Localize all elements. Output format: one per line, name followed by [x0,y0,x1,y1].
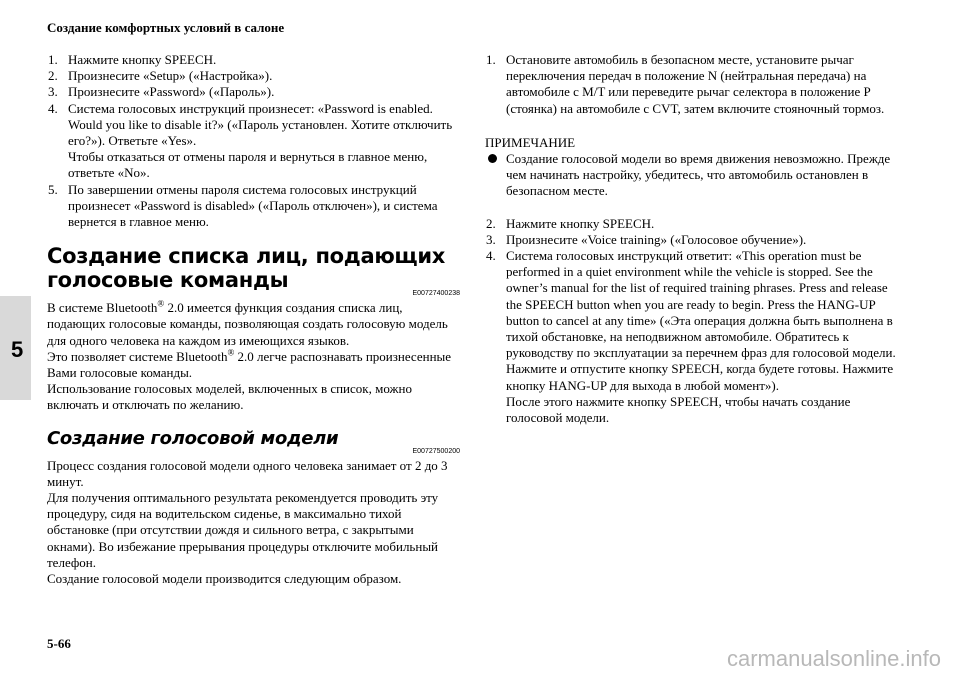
bullet-icon [488,154,497,163]
list-item [47,84,460,100]
step-number: 2. [48,68,58,84]
running-header: Создание комфортных условий в салоне [47,20,285,35]
subsection-heading: Создание голосовой модели [47,427,339,449]
step-number: 1. [48,52,58,67]
step-text: Система голосовых инструкций произнесет: «Password is enabled. Would you like to disable it?» («Пароль установлен. Хотите отключить его?»). Ответьте «Yes». [68,100,453,149]
subsection-paragraph: Для получения оптимального результата рекомендуется проводить эту процедуру, сидя на водительском сиденье, в максимально тихой обстановке (при отсутствии дождя и сильного ветра, с закрытыми окнами). Во избежание прерывания процедуры отключите мобильный телефон. [47,490,439,570]
list-item [485,216,897,232]
step-text: Произнесите «Setup» («Настройка»). [68,68,273,84]
subsection-code: E00727500200 [412,447,460,455]
list-item [485,52,897,117]
step-text: Произнесите «Password» («Пароль»). [68,84,275,100]
section-heading: Создание списка лиц, подающих голосовые команды [47,244,446,293]
chapter-tab-number: 5 [11,337,24,362]
step-text: Произнесите «Voice training» («Голосовое обучение»). [506,231,807,247]
section-paragraph: В системе Bluetooth® 2.0 имеется функция создания списка лиц, подающих голосовые команды, позволяющая создать голосовую модель для одного человека на каждом из имеющихся языков. [47,298,448,348]
step-text: Остановите автомобиль в безопасном месте, установите рычаг переключения передач в положение N (нейтральная передача) на автомобиле с M/T или переведите рычаг селектора в положение P (стоянка) на автомобиле с CVT, затем включите стояночный тормоз. [506,52,885,116]
note-heading: ПРИМЕЧАНИЕ [485,134,576,150]
subsection-paragraph: Создание голосовой модели производится следующим образом. [47,571,402,587]
step-number: 1. [486,52,496,67]
section-paragraph: Это позволяет системе Bluetooth® 2.0 легче распознавать произнесенные Вами голосовые команды. [47,347,452,381]
step-extra-text: После этого нажмите кнопку SPEECH, чтобы начать создание голосовой модели. [506,393,851,426]
section-paragraph: Использование голосовых моделей, включенных в список, можно включать и отключать по желанию. [47,381,412,413]
list-item [485,248,897,426]
chapter-tab [0,296,31,400]
note-bullet [485,151,897,200]
list-item [47,101,460,182]
step-number: 2. [486,215,496,231]
step-number: 3. [48,84,58,100]
left-column [47,52,460,587]
step-text: Система голосовых инструкций ответит: «This operation must be performed in a quiet environment while the vehicle is stopped. See the owner’s manual for the list of required training phrases. Press and release the SPEECH button when you are ready to begin. Press the HANG-UP button to cancel at any time» («Эта операция должна быть выполнена в тихой обстановке, на неподвижном автомобиле. Обратитесь к руководству по эксплуатации за перечнем фраз для голосовой модели. Нажмите и отпустите кнопку SPEECH, когда будете готовы. Нажмите кнопку HANG-UP для выхода в любой момент»). [506,248,896,393]
step-extra-text: Чтобы отказаться от отмены пароля и вернуться в главное меню, ответьте «No». [68,149,428,181]
list-item [47,68,460,84]
list-item [47,182,460,231]
list-item [47,52,460,68]
step-text: По завершении отмены пароля система голосовых инструкций произнесет «Password is disabled» («Пароль отключен»), и система вернется в главное меню. [68,181,438,230]
subsection-paragraph: Процесс создания голосовой модели одного человека занимает от 2 до 3 минут. [47,457,448,489]
step-number: 4. [486,248,496,264]
step-number: 5. [48,181,58,197]
voice-training-steps-list [485,216,897,427]
note-text: Создание голосовой модели во время движения невозможно. Прежде чем начинать настройку, убедитесь, что автомобиль остановлен в безопасном месте. [506,151,891,199]
voice-training-step-1 [485,52,897,117]
section-code: E00727400238 [412,290,460,298]
step-text: Нажмите кнопку SPEECH. [68,52,217,67]
step-text: Нажмите кнопку SPEECH. [506,215,655,231]
watermark: carmanualsonline.info [726,646,941,671]
step-number: 4. [48,100,58,116]
page-number: 5-66 [47,636,71,651]
step-number: 3. [486,231,496,247]
right-column [485,52,897,426]
list-item [485,232,897,248]
password-steps-list [47,52,460,230]
